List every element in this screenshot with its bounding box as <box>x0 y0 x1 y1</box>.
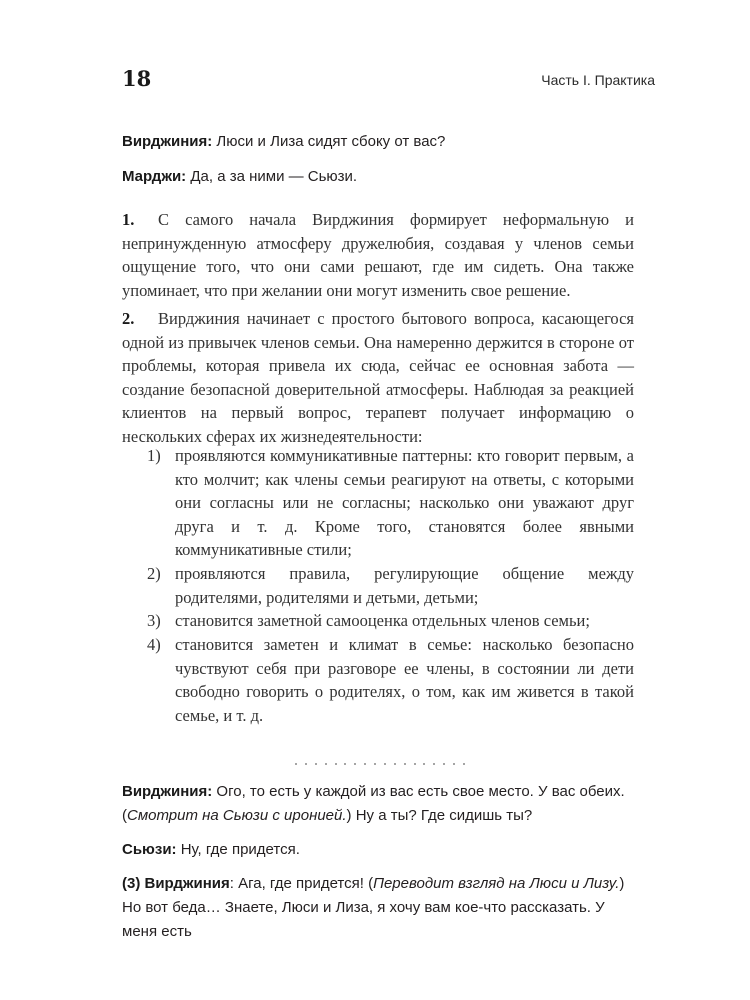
page-number: 18 <box>122 66 152 91</box>
separator-dot <box>374 763 376 765</box>
note-text: Вирджиния начинает с простого бытового вопроса, касающегося одной из привычек членов семьи. Она намеренно держится в стороне от проблемы, которая привела их сюда, сейчас ее основная забота — создание безопасной доверительной атмосферы. Наблюдая за реакцией клиентов на первый вопрос, терапевт получает информацию о нескольких сферах их жизнедеятельности: <box>122 309 634 446</box>
dialog-text: ) Но вот беда… Знаете, Люси и Лиза, я хочу вам кое-что рассказать. У меня есть <box>122 875 625 940</box>
running-head <box>122 66 655 96</box>
stage-direction: Переводит взгляд на Люси и Лизу. <box>373 875 620 892</box>
list-item <box>147 633 634 727</box>
dialog-text: Ого, то есть у каждой из вас есть свое место. У вас обеих. ( <box>122 783 625 824</box>
separator-dot <box>423 763 425 765</box>
list-item <box>147 444 634 562</box>
dialog-text: Ну, где придется. <box>176 841 300 858</box>
separator-dot <box>414 763 416 765</box>
dialog-text: : Ага, где придется! ( <box>229 875 374 892</box>
dialog-text: ) Ну а ты? Где сидишь ты? <box>346 807 533 824</box>
dialog-line <box>122 780 634 828</box>
speaker-name: Сьюзи: <box>122 841 177 858</box>
list-text: становится заметен и климат в семье: насколько безопасно чувствуют себя при разговоре ее члены, в состоянии ли дети свободно говорить о родителях, о том, как им живется в такой семье, и т. д. <box>175 635 634 725</box>
separator-dot <box>443 763 445 765</box>
stage-direction: Смотрит на Сьюзи с иронией. <box>127 807 347 824</box>
separator-dot <box>325 763 327 765</box>
commentary-note <box>122 208 634 302</box>
separator-dot <box>404 763 406 765</box>
list-item <box>147 562 634 609</box>
separator-dot <box>344 763 346 765</box>
separator-dot <box>295 763 297 765</box>
speaker-name: (3) Вирджиния <box>122 875 230 892</box>
separator-dot <box>463 763 465 765</box>
dialog-line <box>122 872 634 944</box>
dialog-line <box>122 838 634 862</box>
speaker-name: Вирджиния: <box>122 133 213 150</box>
speaker-name: Вирджиния: <box>122 783 213 800</box>
list-text: становится заметной самооценка отдельных членов семьи; <box>175 611 590 630</box>
section-title: Часть I. Практика <box>541 72 655 88</box>
separator-dot <box>433 763 435 765</box>
dialog-line <box>122 130 634 154</box>
dialog-text: Да, а за ними — Сьюзи. <box>186 168 358 185</box>
commentary-note <box>122 307 634 448</box>
separator-dot <box>364 763 366 765</box>
list-item <box>147 609 634 633</box>
separator-dot <box>315 763 317 765</box>
separator-dot <box>394 763 396 765</box>
separator-dot <box>335 763 337 765</box>
separator-dot <box>453 763 455 765</box>
list-number: 2) <box>147 564 161 583</box>
speaker-name: Марджи: <box>122 168 187 185</box>
separator-dot <box>384 763 386 765</box>
note-number: 1. <box>122 210 135 229</box>
list-number: 1) <box>147 446 161 465</box>
dialog-text: Люси и Лиза сидят сбоку от вас? <box>212 133 446 150</box>
note-text: С самого начала Вирджиния формирует неформальную и непринужденную атмосферу дружелюбия, создавая у членов семьи ощущение того, что они сами решают, где им сидеть. Она также упоминает, что при желании они могут изменить свое решение. <box>122 210 634 300</box>
list-number: 4) <box>147 635 161 654</box>
separator-dot <box>305 763 307 765</box>
note-number: 2. <box>122 309 135 328</box>
list-text: проявляются правила, регулирующие общение между родителями, родителями и детьми, детьми; <box>175 564 634 607</box>
dialog-line <box>122 165 634 189</box>
list-text: проявляются коммуникативные паттерны: кто говорит первым, а кто молчит; как члены семьи реагируют на ответы, с которыми они согласны или не согласны; насколько они уважают друг друга и т. д. Кроме того, становятся более явными коммуникативные стили; <box>175 446 634 559</box>
list-number: 3) <box>147 611 161 630</box>
separator-dot <box>354 763 356 765</box>
section-separator <box>295 759 465 769</box>
